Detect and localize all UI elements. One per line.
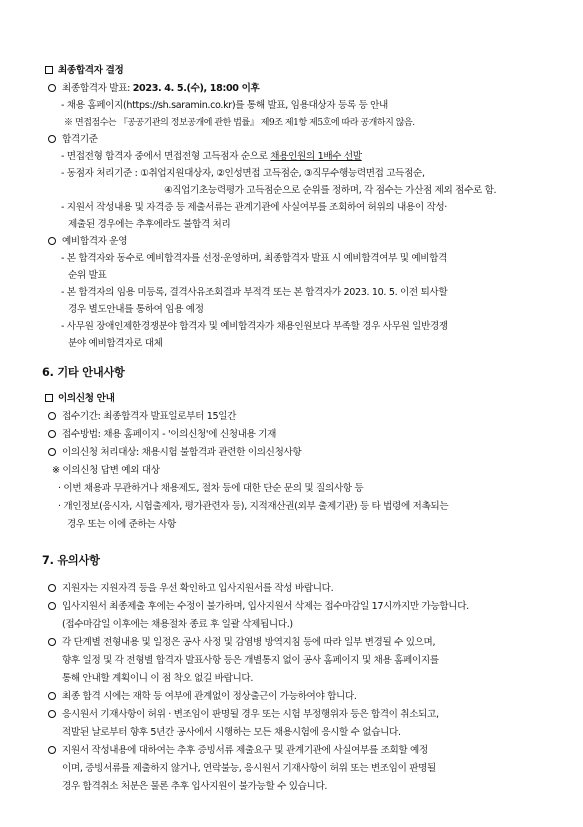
caution-item-2-cont: (접수마감일 이후에는 채용절차 종료 후 일괄 삭제됩니다.) — [62, 619, 293, 630]
circle-bullet-icon — [48, 237, 56, 245]
caution-item-6-cont-2: 경우 합격취소 처분은 물론 추후 입사지원이 불가능할 수 있습니다. — [62, 781, 328, 792]
criteria-1: - 면접전형 합격자 중에서 면접전형 고득점자 순으로 채용인원의 1배수 선발 — [61, 151, 362, 162]
circle-bullet-icon — [48, 710, 56, 718]
final-announce: 최종합격자 발표: 2023. 4. 5.(수), 18:00 이후 — [48, 82, 259, 96]
reserve-3: - 사무원 장애인제한경쟁분야 합격자 및 예비합격자가 채용인원보다 부족할 경우 사무원 일반경쟁 — [61, 321, 448, 332]
criteria-title: 합격기준 — [48, 133, 98, 147]
criteria-3: - 지원서 작성내용 및 자격증 등 제출서류는 관계기관에 사실여부를 조회하여 허위의 내용이 작성· — [61, 202, 447, 213]
circle-bullet-icon — [48, 135, 56, 143]
criteria-3-cont: 제출된 경우에는 추후에라도 불합격 처리 — [68, 219, 231, 230]
caution-item-3-cont-2: 통해 안내할 계획이니 이 점 착오 없길 바랍니다. — [62, 673, 254, 684]
caution-item-1: 지원자는 지원자격 등을 우선 확인하고 입사지원서를 작성 바랍니다. — [48, 582, 333, 596]
circle-bullet-icon — [48, 430, 56, 438]
circle-bullet-icon — [48, 412, 56, 420]
final-note: ※ 면접점수는 『공공기관의 정보공개에 관한 법률』 제9조 제1항 제5호에 따라 공개하지 않음. — [64, 118, 415, 128]
caution-item-5: 응시원서 기재사항이 허위 · 변조임이 판명될 경우 또는 시험 부정행위자 등은 합격이 취소되고, — [48, 708, 439, 722]
objection-exclude-2-cont: 경우 또는 이에 준하는 사항 — [67, 519, 176, 530]
objection-item-3: 이의신청 처리대상: 채용시험 불합격과 관련한 이의신청사항 — [48, 446, 301, 460]
circle-bullet-icon — [48, 746, 56, 754]
final-heading: 최종합격자 결정 — [45, 64, 123, 78]
reserve-2-cont: 경우 별도안내를 통하여 임용 예정 — [68, 304, 204, 315]
objection-exclude-1: · 이번 채용과 무관하거나 채용제도, 절차 등에 대한 단순 문의 및 질의사항 등 — [58, 483, 364, 494]
reserve-title: 예비합격자 운영 — [48, 235, 127, 249]
caution-item-6: 지원서 작성내용에 대하여는 추후 증빙서류 제출요구 및 관계기관에 사실여부를 조회할 예정 — [48, 744, 428, 758]
reserve-2: - 본 합격자의 임용 미등록, 결격사유조회결과 부적격 또는 본 합격자가 2023. 10. 5. 이전 퇴사할 — [61, 287, 448, 298]
section-6-title: 6. 기타 안내사항 — [42, 366, 125, 379]
caution-item-3-cont-1: 향후 일정 및 각 전형별 합격자 발표사항 등은 개별통지 없이 공사 홈페이지 및 채용 홈페이지를 — [62, 655, 439, 666]
reserve-3-cont: 분야 예비합격자로 대체 — [68, 338, 163, 349]
underlined-text: 채용인원의 1배수 선발 — [270, 151, 362, 162]
objection-item-1: 접수기간: 최종합격자 발표일로부터 15일간 — [48, 410, 236, 424]
circle-bullet-icon — [48, 638, 56, 646]
caution-item-5-cont: 적발된 날로부터 향후 5년간 공사에서 시행하는 모든 채용시험에 응시할 수 없습니다. — [62, 727, 401, 738]
circle-bullet-icon — [48, 584, 56, 592]
reserve-1: - 본 합격자와 동수로 예비합격자를 선정·운영하며, 최종합격자 발표 시 예비합격여부 및 예비합격 — [61, 253, 447, 264]
circle-bullet-icon — [48, 84, 56, 92]
criteria-2-cont: ④직업기초능력평가 고득점순으로 순위를 정하며, 각 점수는 가산점 제외 점수로 함. — [164, 185, 497, 196]
square-bullet-icon — [45, 394, 53, 402]
circle-bullet-icon — [48, 602, 56, 610]
caution-item-3: 각 단계별 전형내용 및 일정은 공사 사정 및 감염병 방역지침 등에 따라 일부 변경될 수 있으며, — [48, 636, 435, 650]
caution-item-4: 최종 합격 시에는 재학 등 여부에 관계없이 정상출근이 가능하여야 합니다. — [48, 690, 357, 704]
square-bullet-icon — [45, 66, 53, 74]
section-7-title: 7. 유의사항 — [42, 554, 100, 567]
reserve-1-cont: 순위 발표 — [68, 270, 107, 281]
final-announce-detail: - 채용 홈페이지(https://sh.saramin.co.kr)를 통해 발표, 임용대상자 등록 등 안내 — [61, 100, 388, 111]
objection-heading: 이의신청 안내 — [45, 392, 115, 406]
objection-exclude-title: ※ 이의신청 답변 예외 대상 — [52, 465, 160, 476]
criteria-2: - 동점자 처리기준 : ①취업지원대상자, ②인성면접 고득점순, ③직무수행능력면접 고득점순, — [61, 168, 425, 179]
caution-item-6-cont-1: 이며, 증빙서류를 제출하지 않거나, 연락불능, 응시원서 기재사항이 허위 또는 변조임이 판명될 — [62, 763, 436, 774]
objection-exclude-2: · 개인정보(응시자, 시험출제자, 평가관련자 등), 지적재산권(외부 출제기관) 등 타 법령에 저촉되는 — [58, 501, 449, 512]
caution-item-2: 입사지원서 최종제출 후에는 수정이 불가하며, 입사지원서 삭제는 접수마감일 17시까지만 가능합니다. — [48, 600, 469, 614]
objection-item-2: 접수방법: 채용 홈페이지 - '이의신청'에 신청내용 기재 — [48, 428, 276, 442]
circle-bullet-icon — [48, 448, 56, 456]
circle-bullet-icon — [48, 692, 56, 700]
announce-date: 2023. 4. 5.(수), 18:00 이후 — [132, 83, 260, 94]
